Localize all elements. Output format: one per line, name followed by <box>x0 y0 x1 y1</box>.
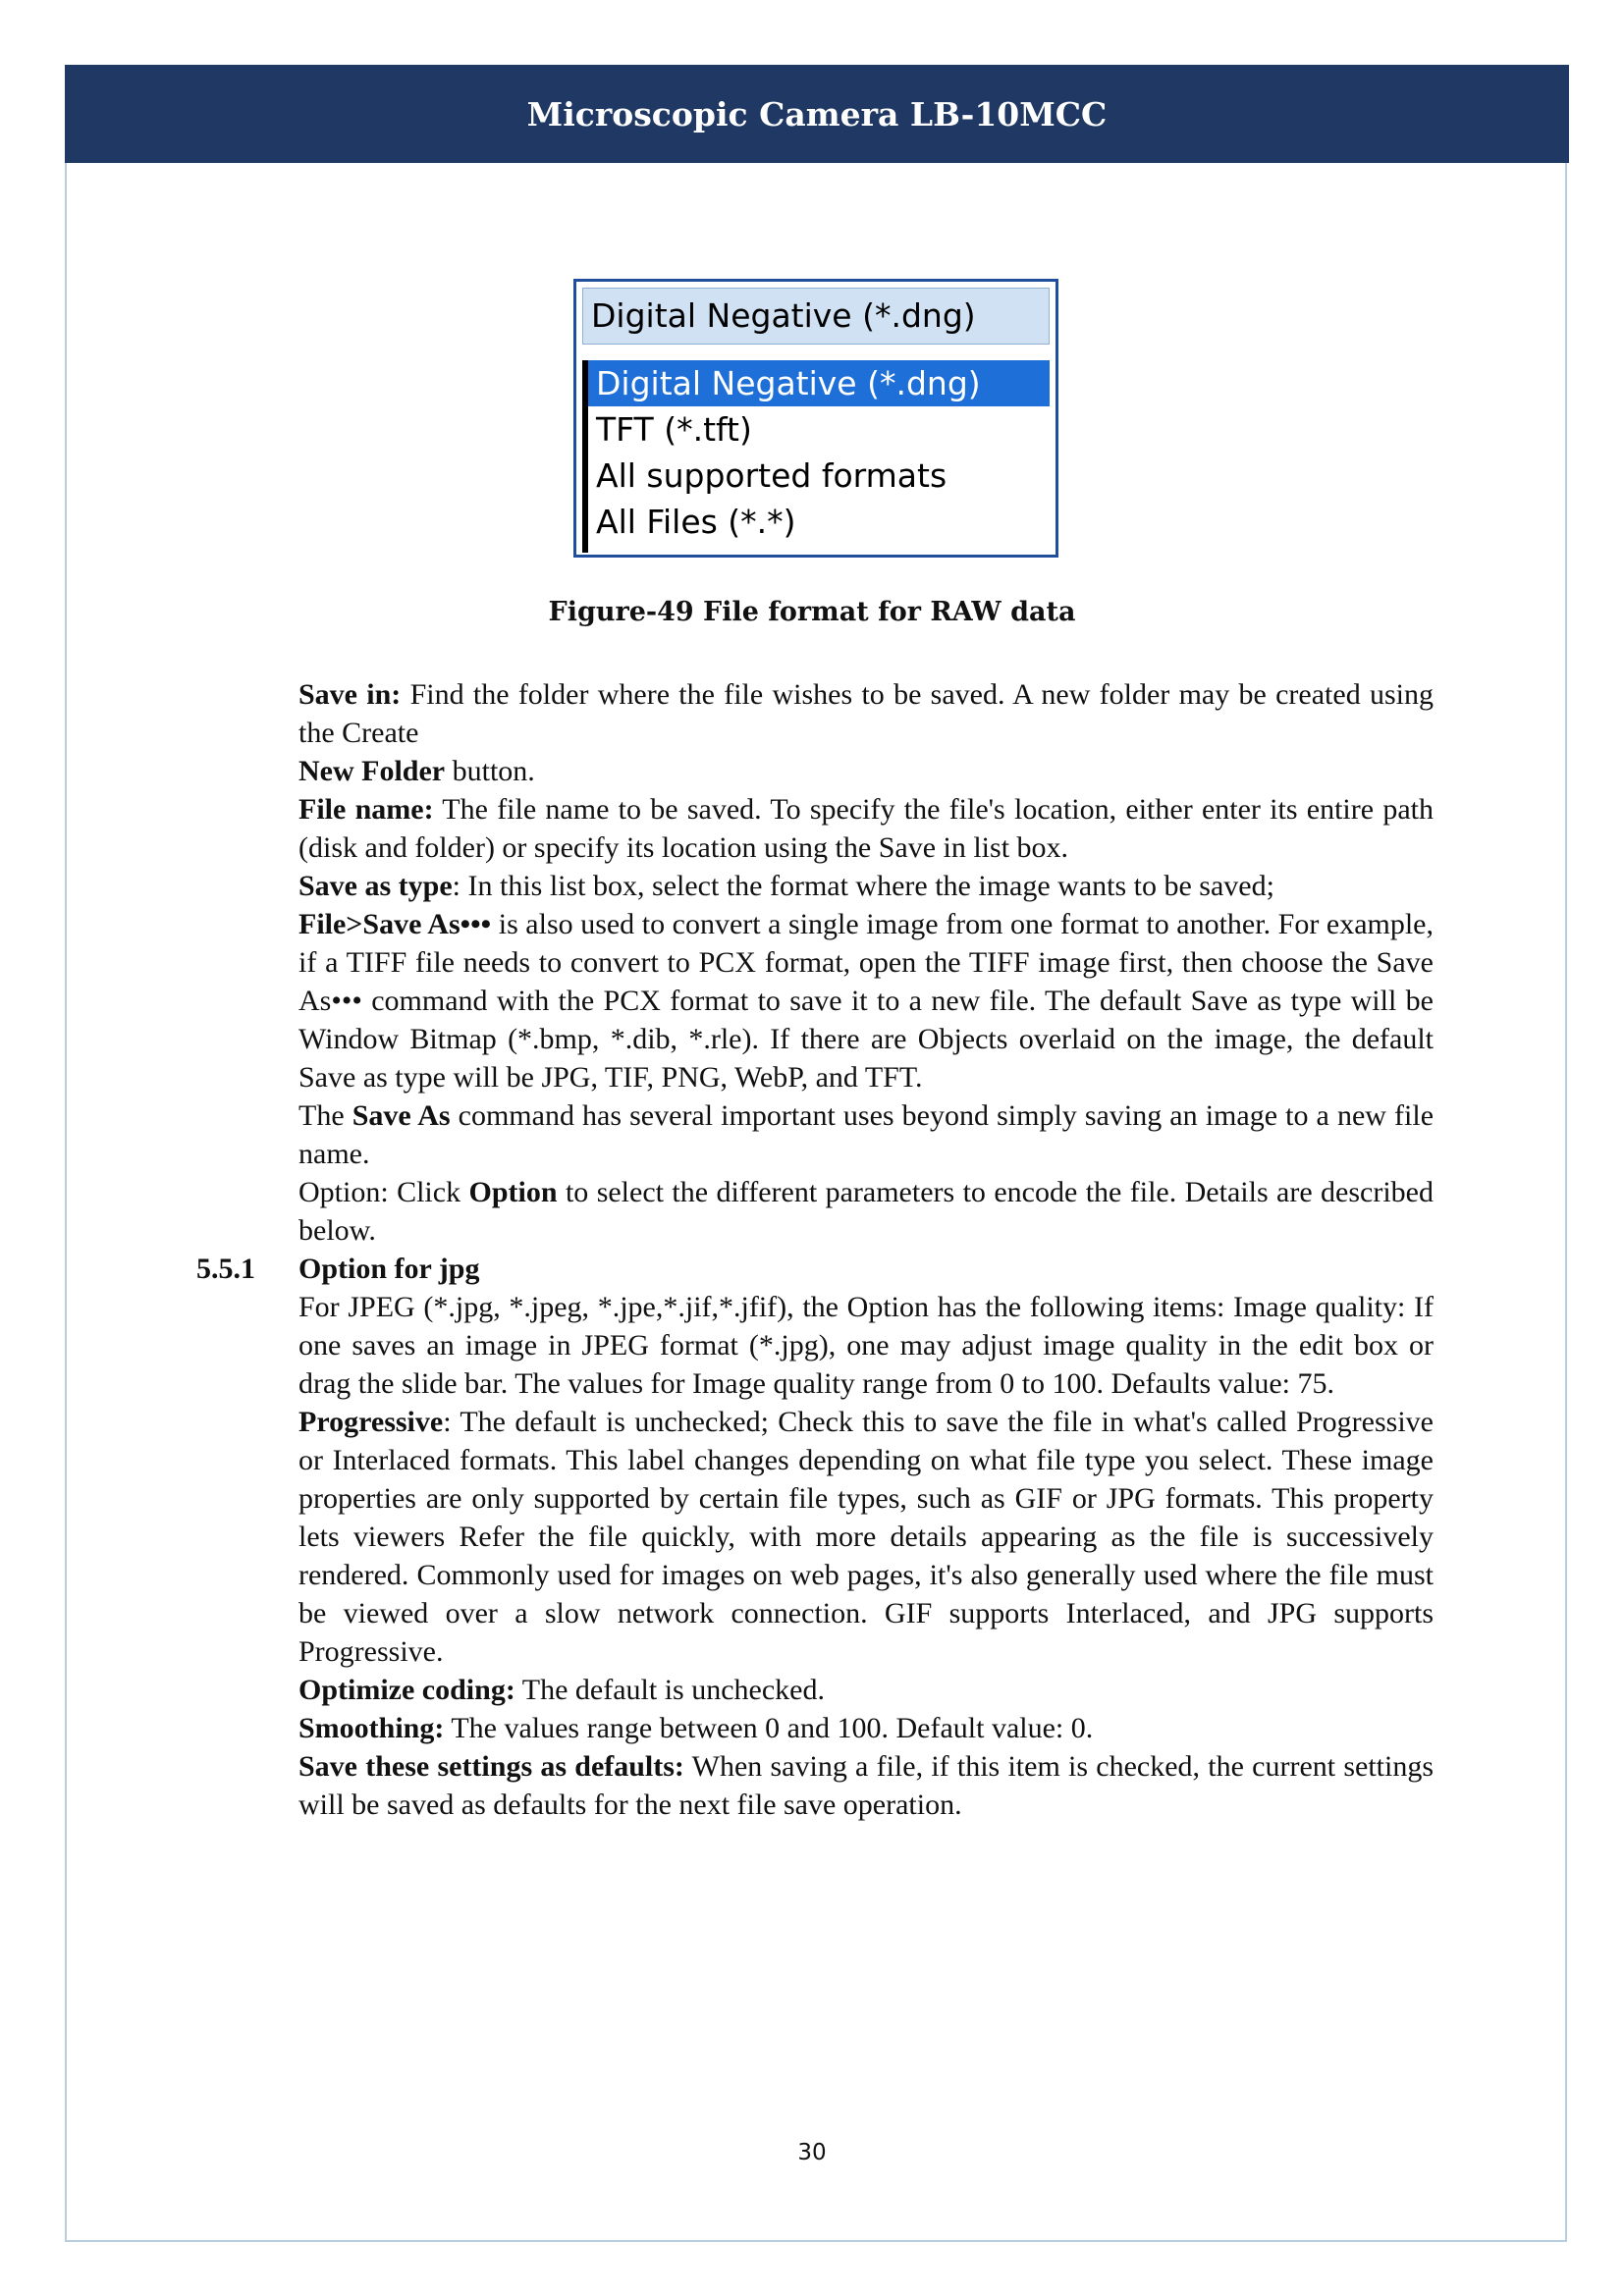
text-save-as-pre: The <box>298 1099 352 1132</box>
text-file-save-as: is also used to convert a single image from one format to another. For example, if a TIFF file needs to convert to PCX format, open the TIFF image first, then choose the Save As••• command with the PCX format to save it to a new file. The default Save as type will be Window Bitmap (*.bmp, *.dib, *.rle). If there are Objects overlaid on the image, the default Save as type will be JPG, TIF, PNG, WebP, and TFT. <box>298 908 1434 1094</box>
file-format-dropdown-figure <box>573 279 1058 558</box>
label-save-in: Save in: <box>298 678 402 711</box>
option-all-files[interactable]: All Files (*.*) <box>596 503 796 541</box>
section-title: Option for jpg <box>298 1253 480 1285</box>
option-digital-negative[interactable]: Digital Negative (*.dng) <box>588 360 1050 406</box>
option-all-supported-formats[interactable]: All supported formats <box>596 456 947 495</box>
text-new-folder: button. <box>445 755 535 787</box>
text-save-defaults: When saving a file, if this item is checked, the current settings will be saved as defaults for the next file save operation. <box>298 1750 1434 1821</box>
paragraph-option <box>298 1173 1434 1250</box>
text-save-as-command: command has several important uses beyond simply saving an image to a new file name. <box>298 1099 1435 1170</box>
paragraph-save-as-command <box>298 1096 1434 1173</box>
paragraph-save-as-type <box>298 867 1434 905</box>
label-progressive: Progressive <box>298 1406 444 1438</box>
label-save-as: Save As <box>352 1099 451 1132</box>
paragraph-smoothing <box>298 1709 1434 1747</box>
text-option-pre: Option: Click <box>298 1176 469 1208</box>
label-save-as-type: Save as type <box>298 870 453 902</box>
figure-caption: Figure-49 File format for RAW data <box>548 597 1076 627</box>
page-header <box>65 65 1569 163</box>
paragraph-file-name <box>298 790 1434 867</box>
paragraph-progressive <box>298 1403 1434 1671</box>
paragraph-save-in <box>298 675 1434 752</box>
section-heading <box>196 1250 1434 1288</box>
text-smoothing: The values range between 0 and 100. Default value: 0. <box>444 1712 1094 1744</box>
paragraph-optimize-coding <box>298 1671 1434 1709</box>
save-as-type-combobox[interactable]: Digital Negative (*.dng) <box>582 288 1050 345</box>
page-number: 30 <box>797 2140 827 2165</box>
label-optimize-coding: Optimize coding: <box>298 1674 515 1706</box>
label-option: Option <box>468 1176 558 1208</box>
paragraph-jpeg-quality <box>298 1288 1434 1403</box>
label-new-folder: New Folder <box>298 755 446 787</box>
text-option: to select the different parameters to encode the file. Details are described below. <box>298 1176 1435 1247</box>
file-format-options-list <box>582 360 1050 553</box>
section-number: 5.5.1 <box>196 1253 255 1285</box>
header-title: Microscopic Camera LB-10MCC <box>526 94 1108 133</box>
label-file-save-as: File>Save As••• <box>298 908 492 940</box>
label-save-defaults: Save these settings as defaults: <box>298 1750 684 1783</box>
body-text <box>196 675 1435 1824</box>
paragraph-new-folder <box>298 752 1434 790</box>
text-save-as-type: : In this list box, select the format where the image wants to be saved; <box>452 870 1274 902</box>
label-smoothing: Smoothing: <box>298 1712 445 1744</box>
text-file-name: The file name to be saved. To specify the file's location, either enter its entire path (disk and folder) or specify its location using the Save in list box. <box>298 793 1434 864</box>
text-jpeg-quality: For JPEG (*.jpg, *.jpeg, *.jpe,*.jif,*.jfif), the Option has the following items: Image quality: If one saves an image in JPEG format (*.jpg), one may adjust image quality in the edit box or drag the slide bar. The values for Image quality range from 0 to 100. Defaults value: 75. <box>298 1291 1434 1400</box>
text-save-in: Find the folder where the file wishes to be saved. A new folder may be created using the Create <box>298 678 1434 749</box>
option-tft[interactable]: TFT (*.tft) <box>596 410 752 449</box>
label-file-name: File name: <box>298 793 434 826</box>
paragraph-save-defaults <box>298 1747 1434 1824</box>
text-optimize-coding: The default is unchecked. <box>514 1674 825 1706</box>
text-progressive: : The default is unchecked; Check this to save the file in what's called Progressive or Interlaced formats. This label changes depending on what file type you select. These image properties are only supported by certain file types, such as GIF or JPG formats. This property lets viewers Refer the file quickly, with more details appearing as the file is successively rendered. Commonly used for images on web pages, it's also generally used where the file must be viewed over a slow network connection. GIF supports Interlaced, and JPG supports Progressive. <box>298 1406 1434 1668</box>
paragraph-file-save-as <box>298 905 1434 1096</box>
